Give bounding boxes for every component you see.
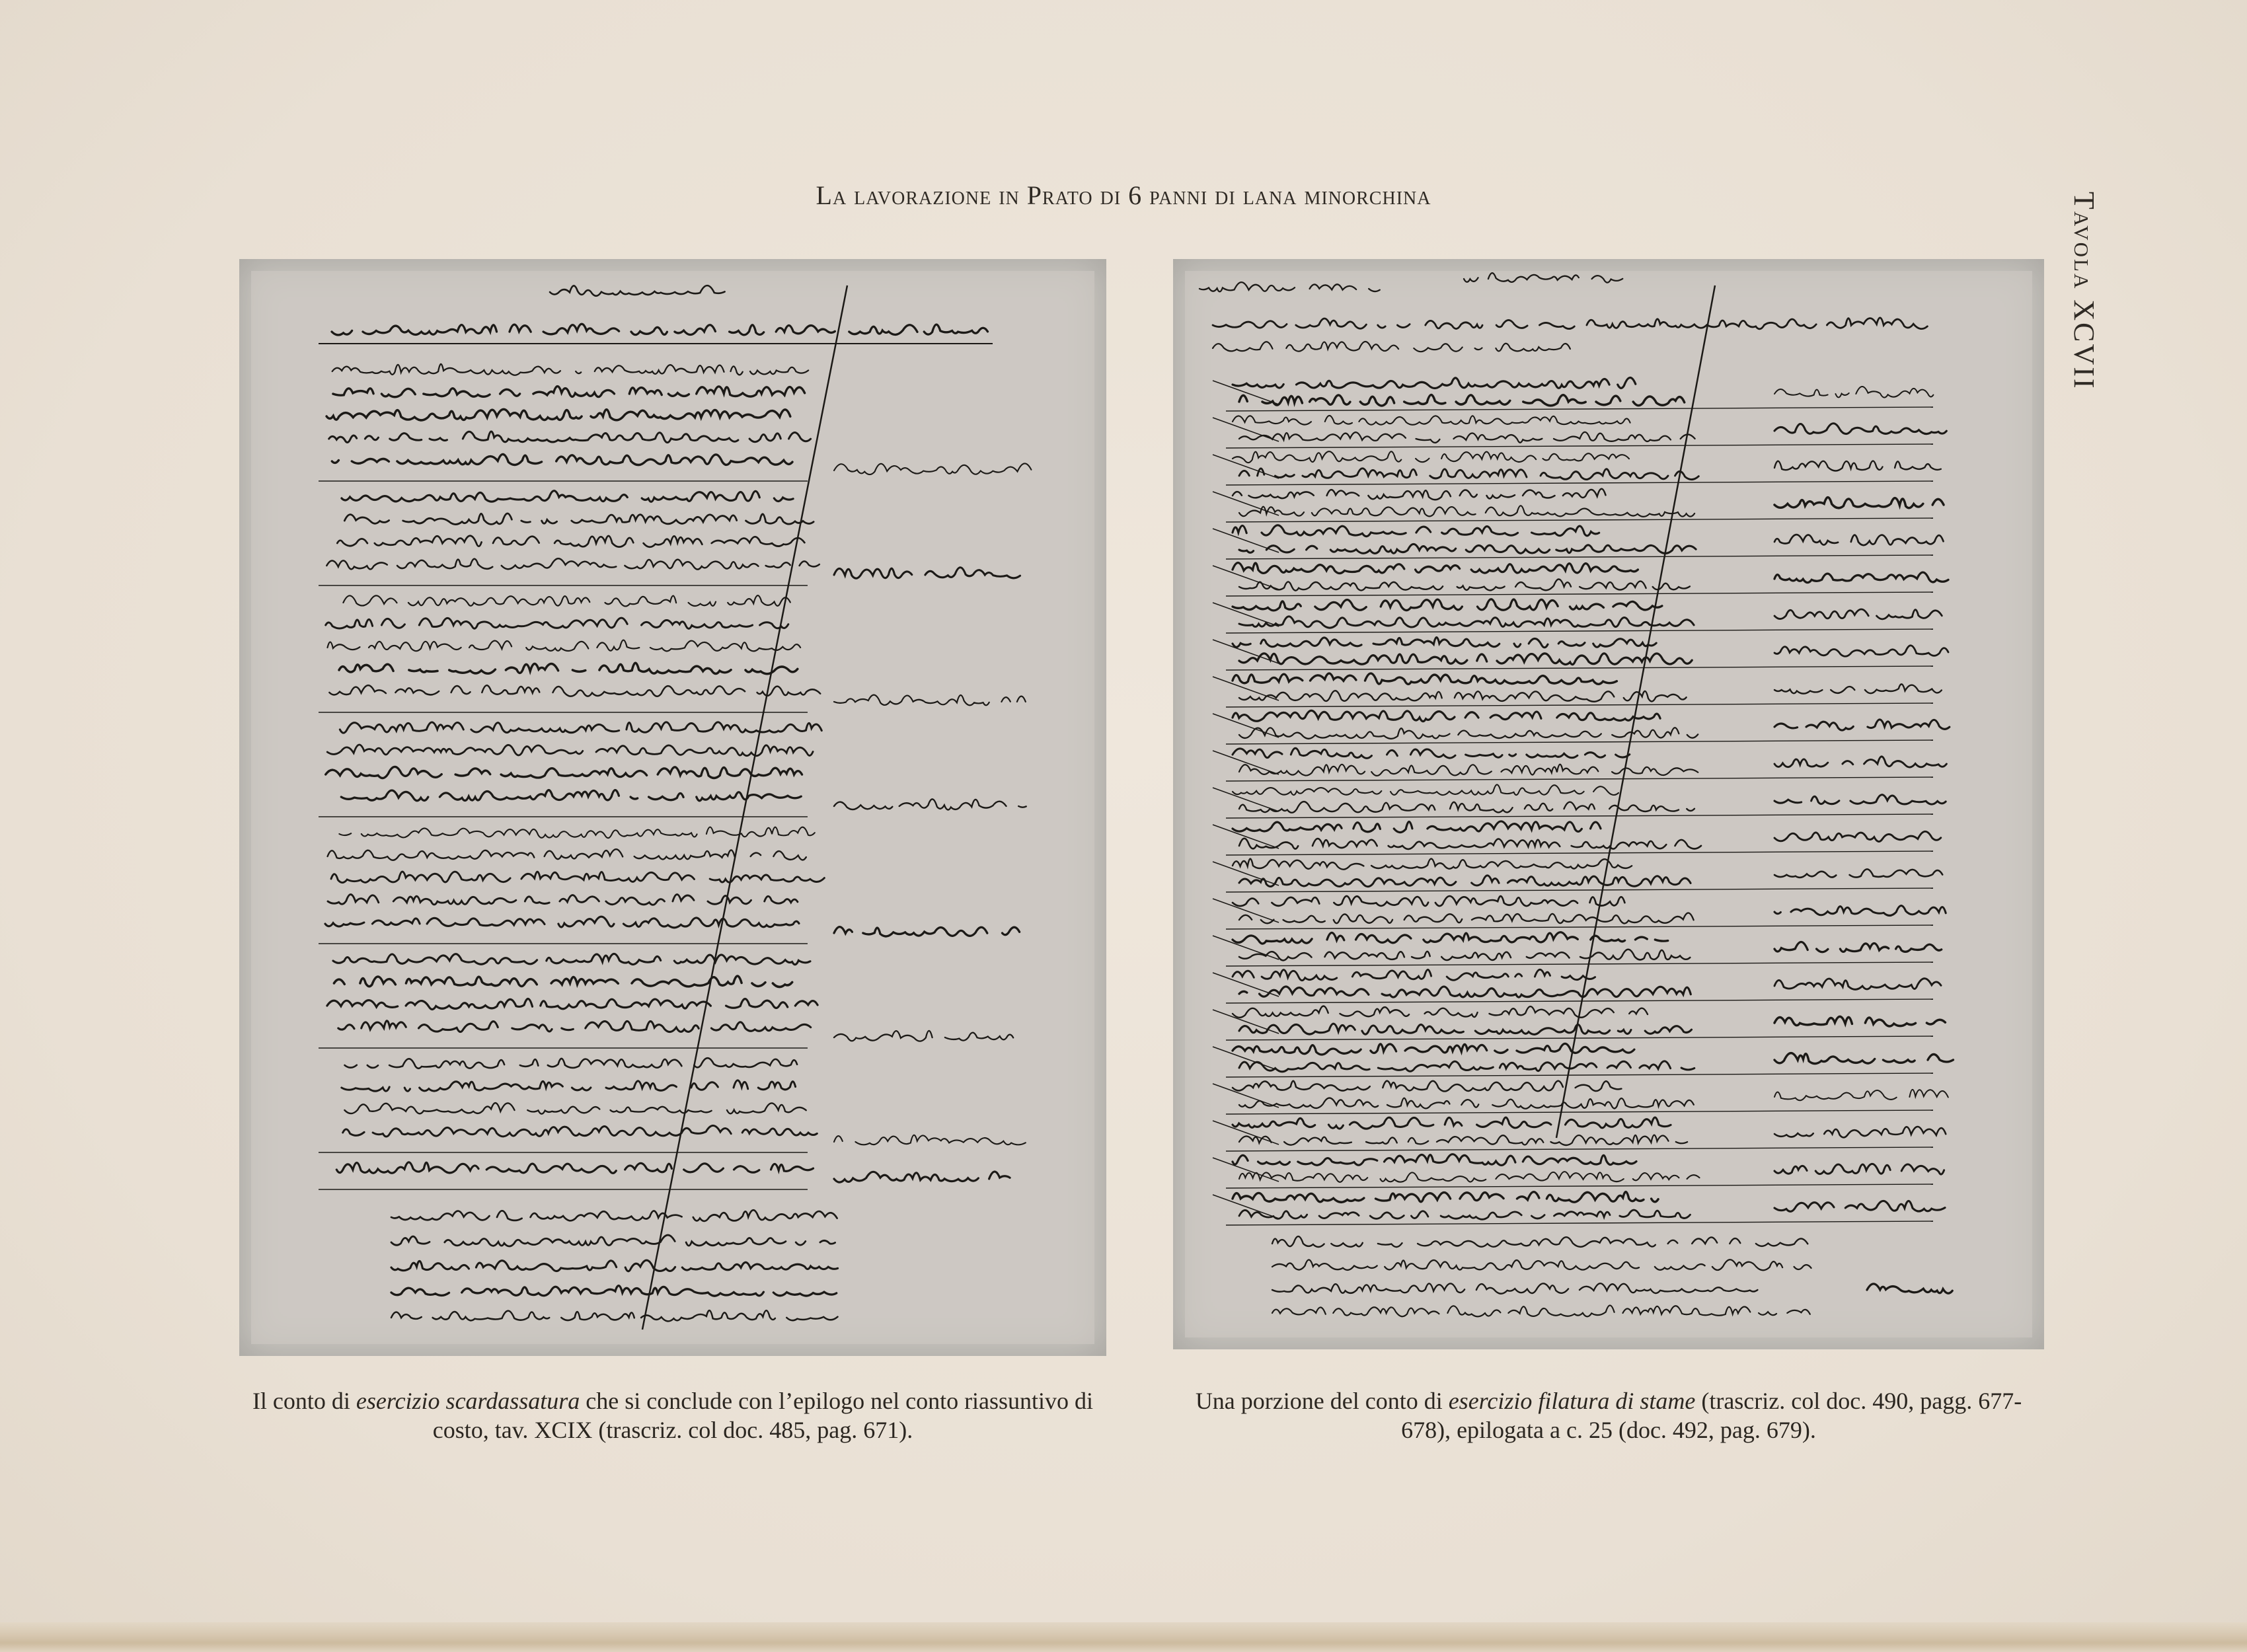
left-manuscript-drawing: [239, 259, 1106, 1356]
left-caption-text-2: che si conclude con l’epilogo nel conto riassuntivo di costo, tav. XCIX (trascriz. col doc. 485, pag. 671).: [432, 1388, 1094, 1443]
left-caption-italic: esercizio scardassatura: [356, 1388, 580, 1414]
right-manuscript-drawing: [1173, 259, 2044, 1349]
left-caption-text-1: Il conto di: [252, 1388, 356, 1414]
right-caption: [1173, 1386, 2044, 1445]
right-caption-italic: esercizio filatura di stame: [1448, 1388, 1696, 1414]
book-spine-edge: [0, 1622, 2247, 1652]
left-manuscript-image: [239, 259, 1106, 1356]
page-title: La lavorazione in Prato di 6 panni di lana minorchina: [816, 180, 1431, 210]
right-manuscript-image: [1173, 259, 2044, 1349]
right-caption-text-1: Una porzione del conto di: [1195, 1388, 1449, 1414]
left-paper-sheet: [251, 271, 1094, 1344]
right-caption-text-2: (trascriz. col doc. 490, pagg. 677-678), epilogata a c. 25 (doc. 492, pag. 679).: [1401, 1388, 2022, 1443]
plate-number: Tavola XCVII: [2068, 192, 2100, 391]
left-caption: [239, 1386, 1106, 1445]
